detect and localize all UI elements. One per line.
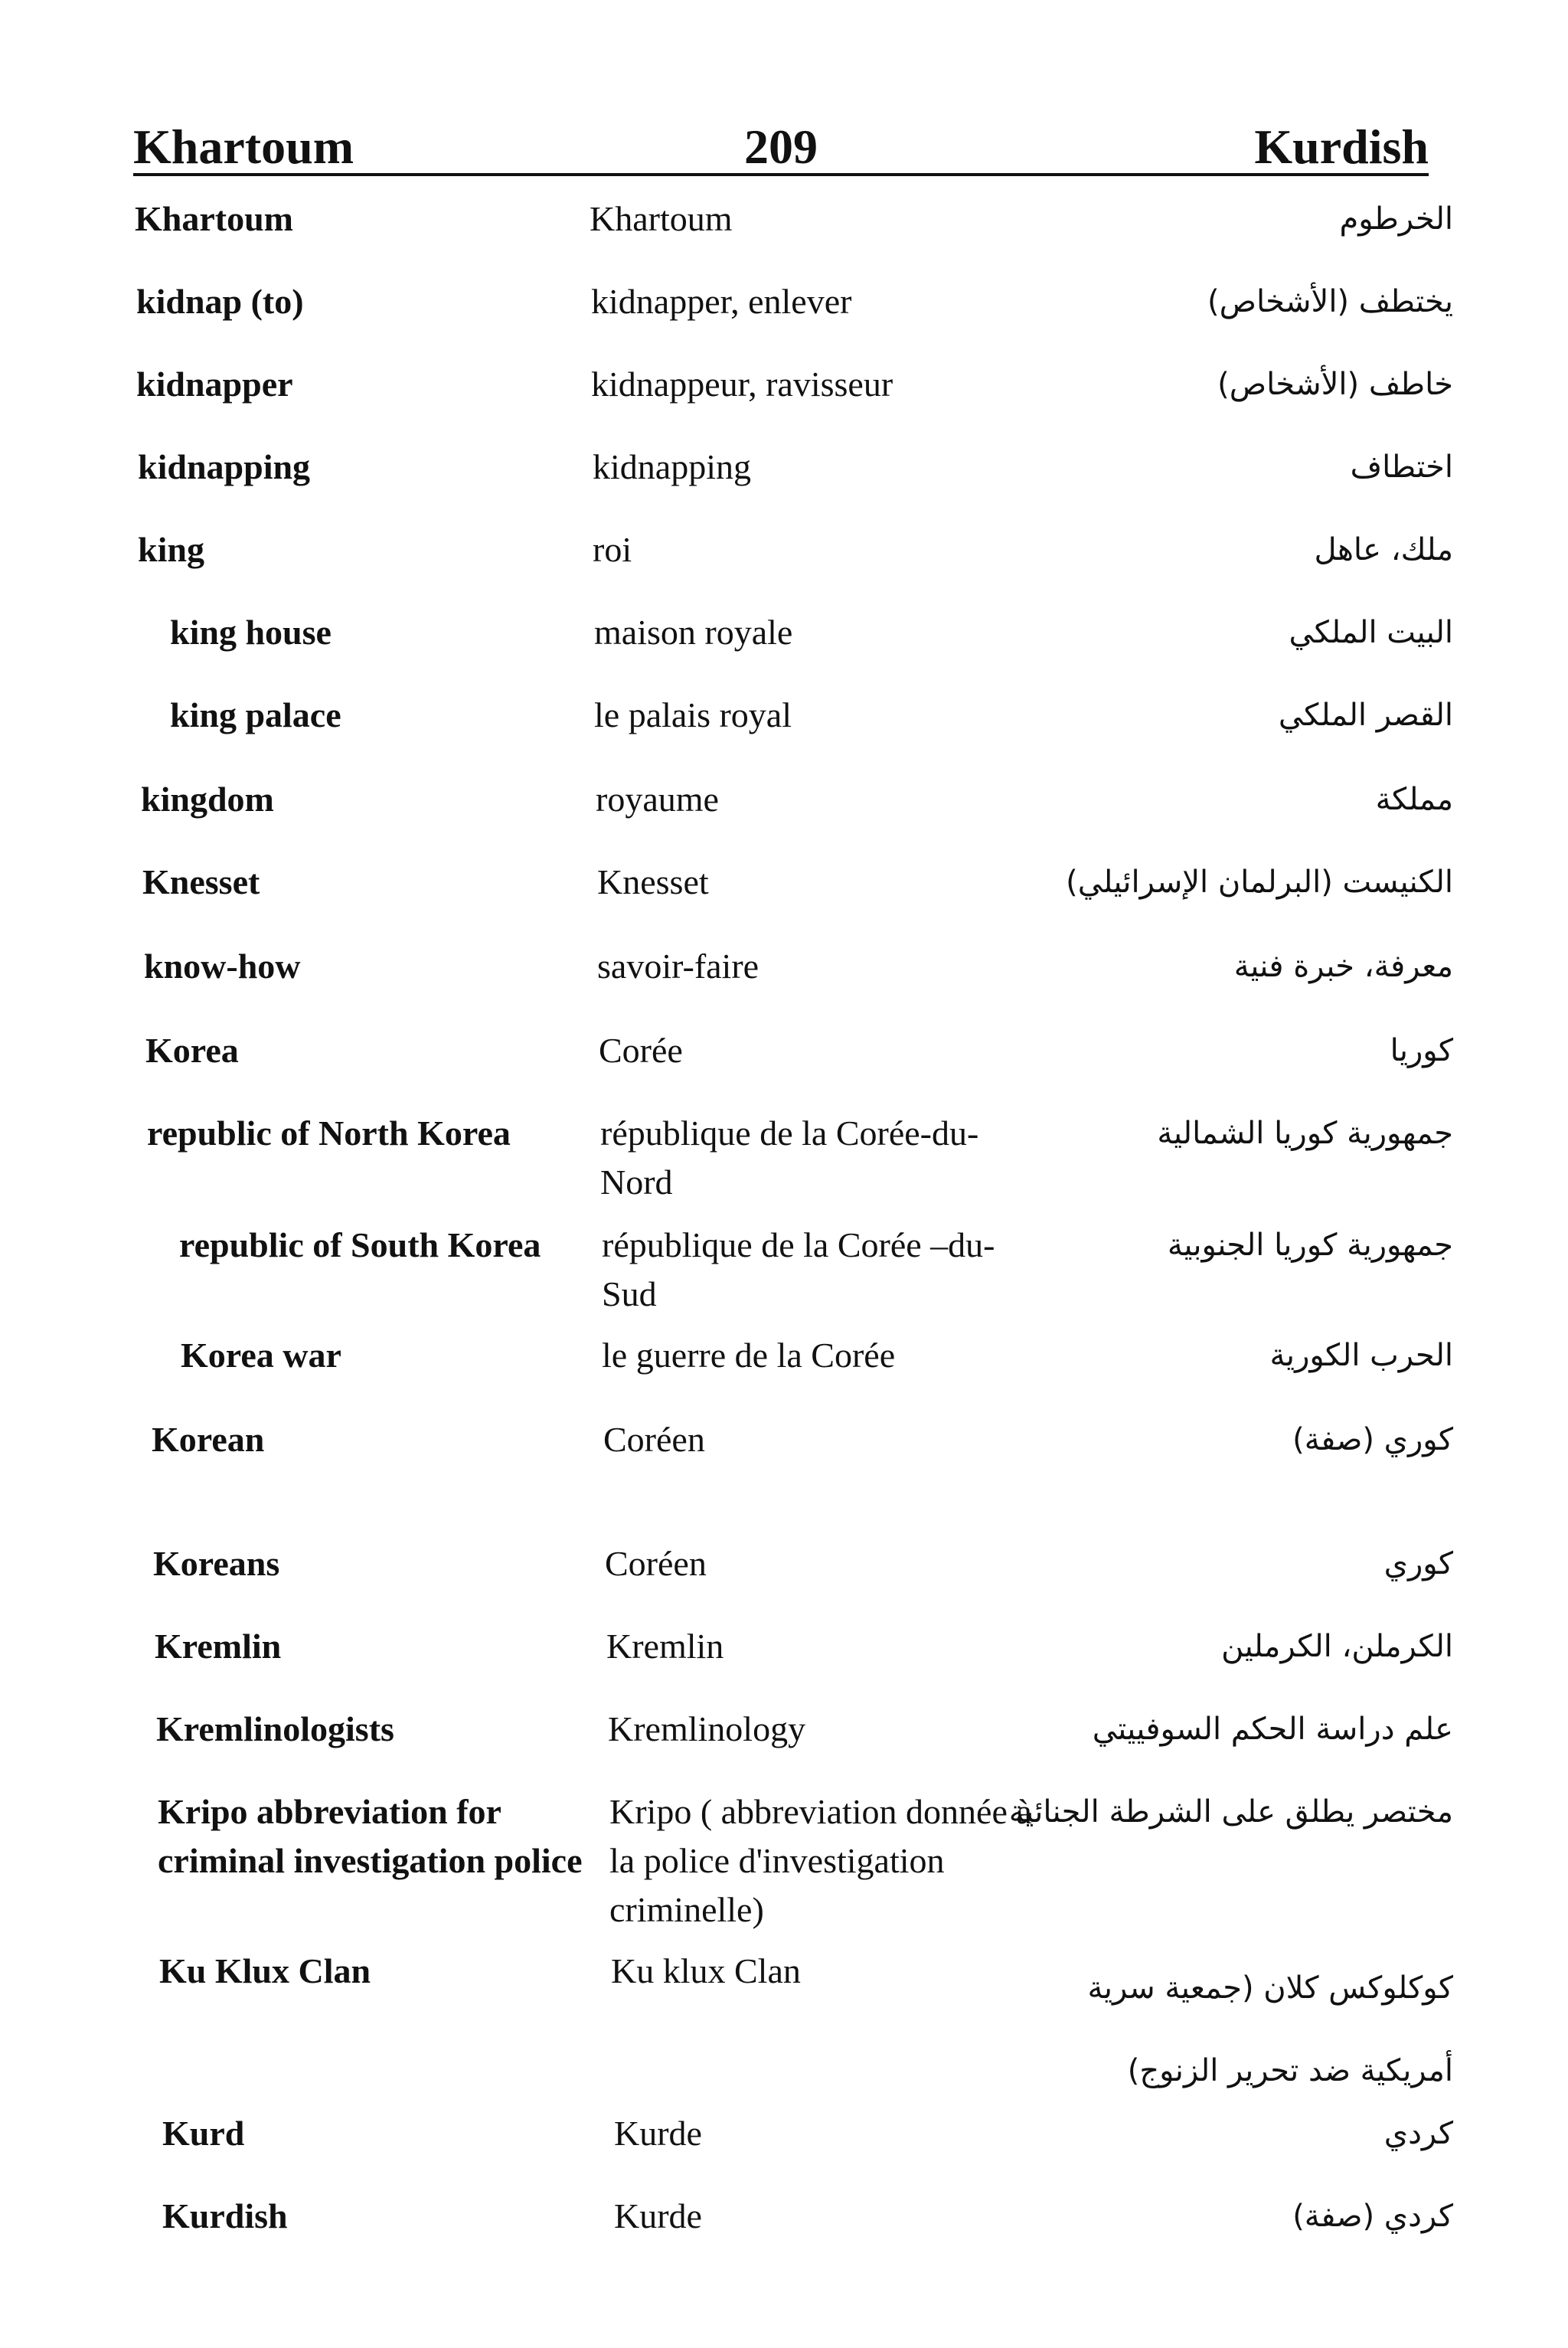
french-term: royaume — [596, 780, 719, 819]
english-term: kidnapper — [136, 365, 293, 404]
arabic-term: يختطف (الأشخاص) — [1207, 284, 1453, 319]
english-term: Kripo abbreviation for criminal investigation police — [158, 1792, 583, 1880]
arabic-term: جمهورية كوريا الجنوبية — [1167, 1228, 1453, 1263]
english-term: Koreans — [153, 1544, 280, 1583]
english-term: Ku Klux Clan — [159, 1951, 371, 1990]
arabic-term: كوكلوكس كلان (جمعية سرية أمريكية ضد تحرير الزنوج) — [1087, 1970, 1453, 2088]
arabic-term: الخرطوم — [1339, 201, 1453, 237]
french-term: le palais royal — [594, 695, 792, 734]
french-term: république de la Corée-du-Nord — [600, 1114, 979, 1202]
arabic-term: القصر الملكي — [1278, 698, 1453, 733]
french-term: Kurde — [614, 2114, 702, 2153]
english-term: Kremlin — [155, 1627, 282, 1666]
english-term: Kurd — [162, 2114, 245, 2153]
french-term: roi — [593, 530, 632, 569]
english-term: king — [138, 530, 204, 569]
arabic-term: الكنيست (البرلمان الإسرائيلي) — [1066, 865, 1453, 900]
english-term: Knesset — [142, 862, 260, 901]
english-term: kidnapping — [138, 447, 311, 486]
french-term: savoir-faire — [597, 947, 760, 986]
arabic-term: علم دراسة الحكم السوفييتي — [1092, 1712, 1453, 1747]
english-term: Khartoum — [135, 199, 293, 238]
english-term: Korea war — [181, 1336, 341, 1375]
right-guide-word: Kurdish — [1254, 119, 1429, 174]
english-term: kidnap (to) — [136, 282, 304, 321]
french-term: Kremlinology — [608, 1709, 806, 1748]
english-term: Korea — [145, 1031, 239, 1070]
arabic-term: البيت الملكي — [1289, 615, 1453, 650]
page-number: 209 — [744, 119, 818, 174]
french-term: kidnappeur, ravisseur — [591, 365, 893, 404]
french-term: Knesset — [597, 862, 709, 901]
arabic-term: كردي (صفة) — [1292, 2199, 1453, 2234]
arabic-term: كوري — [1383, 1546, 1453, 1581]
left-guide-word: Khartoum — [133, 119, 354, 174]
english-term: republic of South Korea — [179, 1225, 541, 1264]
french-term: kidnapping — [593, 447, 751, 486]
arabic-term: كوري (صفة) — [1292, 1422, 1453, 1457]
french-term: kidnapper, enlever — [591, 282, 852, 321]
arabic-term: مختصر يطلق على الشرطة الجنائية — [1008, 1794, 1453, 1830]
french-term: Ku klux Clan — [611, 1951, 801, 1990]
arabic-term: ملك، عاهل — [1314, 532, 1453, 567]
arabic-term: كوريا — [1390, 1033, 1453, 1068]
arabic-term: مملكة — [1375, 782, 1453, 817]
arabic-term: الكرملن، الكرملين — [1221, 1629, 1453, 1664]
french-term: Kremlin — [606, 1627, 724, 1666]
french-term: Coréen — [605, 1544, 707, 1583]
english-term: Kremlinologists — [156, 1709, 394, 1748]
french-term: Coréen — [603, 1420, 705, 1459]
arabic-term: خاطف (الأشخاص) — [1217, 367, 1453, 402]
arabic-term: الحرب الكورية — [1269, 1338, 1453, 1373]
french-term: Khartoum — [590, 199, 733, 238]
french-term: maison royale — [594, 613, 793, 652]
english-term: republic of North Korea — [147, 1114, 511, 1153]
english-term: king palace — [170, 695, 341, 734]
french-term: Corée — [599, 1031, 683, 1070]
french-term: Kurde — [614, 2196, 702, 2235]
french-term: le guerre de la Corée — [602, 1336, 896, 1375]
arabic-term: اختطاف — [1350, 450, 1453, 485]
english-term: Kurdish — [162, 2196, 288, 2235]
english-term: Korean — [152, 1420, 265, 1459]
arabic-term: كردي — [1383, 2116, 1453, 2151]
french-term: Kripo ( abbreviation donnée à la police d'investigation criminelle) — [609, 1792, 1032, 1929]
english-term: king house — [170, 613, 332, 652]
arabic-term: جمهورية كوريا الشمالية — [1157, 1116, 1453, 1151]
running-header — [133, 109, 1429, 176]
english-term: kingdom — [141, 780, 274, 819]
french-term: république de la Corée –du-Sud — [602, 1225, 995, 1313]
arabic-term: معرفة، خبرة فنية — [1233, 949, 1453, 984]
english-term: know-how — [144, 947, 301, 986]
